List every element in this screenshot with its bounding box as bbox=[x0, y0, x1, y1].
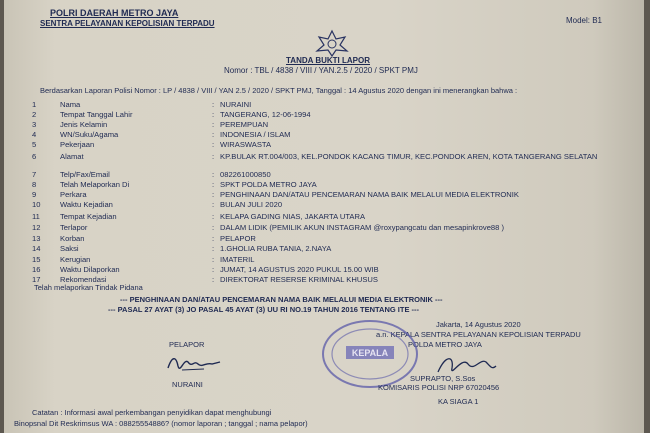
field-label: Kerugian bbox=[60, 255, 91, 264]
field-number: 4 bbox=[32, 130, 37, 139]
intro-text: Berdasarkan Laporan Polisi Nomor : LP / 4838 / VIII / YAN 2.5 / 2020 / SPKT PMJ, Tanggal : 14 Agustus 2020 dengan ini menerangkan bahwa : bbox=[40, 86, 518, 95]
field-value: 1.GHOLIA RUBA TANIA, 2.NAYA bbox=[220, 244, 332, 253]
field-colon: : bbox=[212, 120, 215, 129]
field-colon: : bbox=[212, 152, 215, 161]
field-colon: : bbox=[212, 200, 215, 209]
field-number: 9 bbox=[32, 190, 37, 199]
field-colon: : bbox=[212, 223, 215, 232]
reporter-label: PELAPOR bbox=[169, 340, 205, 349]
official-stamp-icon bbox=[320, 318, 420, 390]
police-emblem-icon bbox=[312, 29, 352, 57]
field-number: 15 bbox=[32, 255, 41, 264]
field-value: JUMAT, 14 AGUSTUS 2020 PUKUL 15.00 WIB bbox=[220, 265, 379, 274]
field-colon: : bbox=[212, 265, 215, 274]
field-number: 7 bbox=[32, 170, 37, 179]
field-number: 3 bbox=[32, 120, 37, 129]
field-value: KELAPA GADING NIAS, JAKARTA UTARA bbox=[220, 212, 366, 221]
report-sheet bbox=[4, 0, 644, 433]
field-colon: : bbox=[212, 140, 215, 149]
field-value: PEREMPUAN bbox=[220, 120, 269, 129]
stamp-label: KEPALA bbox=[351, 348, 389, 358]
service-center-name: SENTRA PELAYANAN KEPOLISIAN TERPADU bbox=[40, 19, 215, 28]
field-value: DALAM LIDIK (PEMILIK AKUN INSTAGRAM @roxypangcatu dan mesapinkrove88 ) bbox=[220, 223, 505, 232]
field-number: 13 bbox=[32, 234, 41, 243]
field-number: 10 bbox=[32, 200, 41, 209]
note-line-1: Catatan : Informasi awal perkembangan penyidikan dapat menghubungi bbox=[32, 408, 272, 417]
offense-description: --- PENGHINAAN DAN/ATAU PENCEMARAN NAMA BAIK MELALUI MEDIA ELEKTRONIK --- bbox=[120, 295, 443, 304]
field-label: Terlapor bbox=[60, 223, 88, 232]
field-label: Telp/Fax/Email bbox=[60, 170, 110, 179]
field-number: 5 bbox=[32, 140, 37, 149]
field-label: Tempat Kejadian bbox=[60, 212, 117, 221]
field-colon: : bbox=[212, 110, 215, 119]
field-number: 14 bbox=[32, 244, 41, 253]
form-model-label: Model: B1 bbox=[565, 16, 602, 25]
field-colon: : bbox=[212, 212, 215, 221]
officer-name: SUPRAPTO, S.Sos bbox=[410, 374, 476, 383]
field-label: Rekomendasi bbox=[60, 275, 107, 284]
field-value: INDONESIA / ISLAM bbox=[220, 130, 291, 139]
field-value: KP.BULAK RT.004/003, KEL.PONDOK KACANG TIMUR, KEC.PONDOK AREN, KOTA TANGERANG SELATAN bbox=[220, 152, 598, 161]
field-colon: : bbox=[212, 130, 215, 139]
unit-name: POLDA METRO JAYA bbox=[408, 340, 482, 349]
field-value: DIREKTORAT RESERSE KRIMINAL KHUSUS bbox=[220, 275, 378, 284]
field-label: Waktu Kejadian bbox=[60, 200, 113, 209]
note-line-2: Binopsnal Dit Reskrimsus WA : 08825554886? (nomor laporan ; tanggal ; nama pelapor) bbox=[14, 419, 308, 428]
field-value: WIRASWASTA bbox=[220, 140, 272, 149]
field-label: Tempat Tanggal Lahir bbox=[60, 110, 133, 119]
field-value: BULAN JULI 2020 bbox=[220, 200, 283, 209]
officer-title: KA SIAGA 1 bbox=[438, 397, 479, 406]
field-colon: : bbox=[212, 100, 215, 109]
field-value: TANGERANG, 12-06-1994 bbox=[220, 110, 311, 119]
legal-article: --- PASAL 27 AYAT (3) JO PASAL 45 AYAT (3) UU RI NO.19 TAHUN 2016 TENTANG ITE --- bbox=[108, 305, 420, 314]
document-title: TANDA BUKTI LAPOR bbox=[286, 56, 370, 65]
agency-name: POLRI DAERAH METRO JAYA bbox=[50, 8, 179, 18]
field-number: 2 bbox=[32, 110, 37, 119]
field-label: Alamat bbox=[60, 152, 84, 161]
field-label: Telah Melaporkan Di bbox=[60, 180, 130, 189]
closing-statement: Telah melaporkan Tindak Pidana bbox=[34, 283, 143, 292]
field-label: WN/Suku/Agama bbox=[60, 130, 119, 139]
field-value: 082261000850 bbox=[220, 170, 271, 179]
field-number: 17 bbox=[32, 275, 41, 284]
officer-rank: KOMISARIS POLISI NRP 67020456 bbox=[378, 383, 500, 392]
reporter-signature-icon bbox=[164, 352, 224, 376]
field-value: PELAPOR bbox=[220, 234, 256, 243]
place-date: Jakarta, 14 Agustus 2020 bbox=[436, 320, 521, 329]
on-behalf-of: a.n. KEPALA SENTRA PELAYANAN KEPOLISIAN TERPADU bbox=[376, 330, 581, 339]
field-value: IMATERIL bbox=[220, 255, 255, 264]
field-colon: : bbox=[212, 244, 215, 253]
field-number: 1 bbox=[32, 100, 37, 109]
field-value: NURAINI bbox=[220, 100, 252, 109]
field-label: Pekerjaan bbox=[60, 140, 95, 149]
field-number: 8 bbox=[32, 180, 37, 189]
field-colon: : bbox=[212, 190, 215, 199]
field-colon: : bbox=[212, 255, 215, 264]
field-number: 12 bbox=[32, 223, 41, 232]
field-label: Korban bbox=[60, 234, 85, 243]
field-value: SPKT POLDA METRO JAYA bbox=[220, 180, 317, 189]
field-number: 11 bbox=[32, 212, 40, 221]
field-colon: : bbox=[212, 180, 215, 189]
reporter-name: NURAINI bbox=[172, 380, 203, 389]
field-colon: : bbox=[212, 275, 215, 284]
field-label: Jenis Kelamin bbox=[60, 120, 108, 129]
field-label: Nama bbox=[60, 100, 81, 109]
field-label: Perkara bbox=[60, 190, 87, 199]
field-colon: : bbox=[212, 170, 215, 179]
document-number: Nomor : TBL / 4838 / VIII / YAN.2.5 / 2020 / SPKT PMJ bbox=[224, 66, 418, 75]
field-number: 6 bbox=[32, 152, 37, 161]
field-label: Waktu Dilaporkan bbox=[60, 265, 120, 274]
field-colon: : bbox=[212, 234, 215, 243]
field-number: 16 bbox=[32, 265, 41, 274]
field-value: PENGHINAAN DAN/ATAU PENCEMARAN NAMA BAIK MELALUI MEDIA ELEKTRONIK bbox=[220, 190, 519, 199]
field-label: Saksi bbox=[60, 244, 79, 253]
